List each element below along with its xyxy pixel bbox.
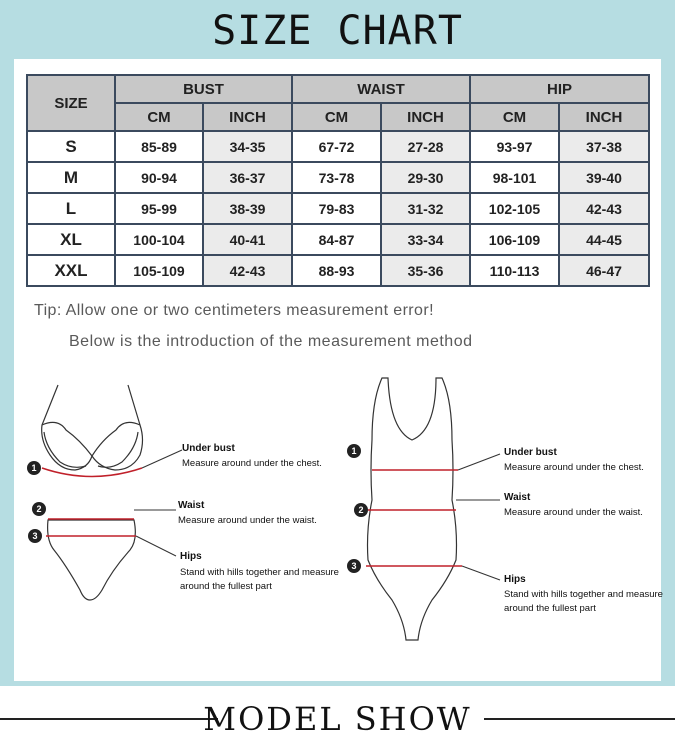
size-label: L: [27, 193, 115, 224]
table-cell: 88-93: [292, 255, 381, 286]
bikini-hip-leader: [136, 536, 176, 556]
page-title: SIZE CHART: [212, 8, 463, 54]
unit-header: CM: [115, 103, 203, 131]
table-cell: 39-40: [559, 162, 649, 193]
bikini-under-bust-leader: [142, 450, 182, 468]
swimsuit-waist-title: Waist: [504, 492, 531, 503]
unit-header: INCH: [203, 103, 292, 131]
table-cell: 67-72: [292, 131, 381, 162]
table-cell: 31-32: [381, 193, 470, 224]
table-cell: 29-30: [381, 162, 470, 193]
marker-1: 1: [27, 461, 41, 475]
table-cell: 105-109: [115, 255, 203, 286]
table-cell: 98-101: [470, 162, 559, 193]
table-cell: 37-38: [559, 131, 649, 162]
bikini-under-bust-title: Under bust: [182, 443, 235, 454]
bikini-hips-desc-line2: around the fullest part: [180, 581, 272, 592]
size-label: M: [27, 162, 115, 193]
table-cell: 34-35: [203, 131, 292, 162]
table-cell: 73-78: [292, 162, 381, 193]
table-cell: 33-34: [381, 224, 470, 255]
intro-text: Below is the introduction of the measurement method: [69, 333, 473, 350]
tip-text: Tip: Allow one or two centimeters measurement error!: [34, 302, 434, 319]
table-cell: 42-43: [203, 255, 292, 286]
swimsuit-hips-desc-line1: Stand with hills together and measure: [504, 589, 663, 600]
table-cell: 27-28: [381, 131, 470, 162]
bikini-under-bust-line: [42, 468, 142, 477]
table-cell: 38-39: [203, 193, 292, 224]
table-cell: 40-41: [203, 224, 292, 255]
table-cell: 102-105: [470, 193, 559, 224]
swimsuit-drawing: [368, 378, 457, 640]
marker-3: 3: [347, 559, 361, 573]
table-cell: 100-104: [115, 224, 203, 255]
swimsuit-under-bust-desc: Measure around under the chest.: [504, 462, 644, 473]
swimsuit-hips-desc-line2: around the fullest part: [504, 603, 596, 614]
bikini-waist-title: Waist: [178, 500, 205, 511]
table-cell: 90-94: [115, 162, 203, 193]
bikini-under-bust-desc: Measure around under the chest.: [182, 458, 322, 469]
swimsuit-under-bust-leader: [458, 454, 500, 470]
size-header: SIZE: [27, 75, 115, 131]
group-header-hip: HIP: [470, 75, 649, 103]
bikini-hips-desc-line1: Stand with hills together and measure: [180, 567, 339, 578]
swimsuit-under-bust-title: Under bust: [504, 447, 557, 458]
bikini-top-drawing: [42, 385, 143, 470]
marker-1: 1: [347, 444, 361, 458]
unit-header: CM: [470, 103, 559, 131]
bikini-hips-title: Hips: [180, 551, 202, 562]
size-label: S: [27, 131, 115, 162]
bikini-bottom-drawing: [48, 520, 136, 600]
size-label: XL: [27, 224, 115, 255]
group-header-bust: BUST: [115, 75, 292, 103]
table-cell: 46-47: [559, 255, 649, 286]
table-cell: 95-99: [115, 193, 203, 224]
table-cell: 79-83: [292, 193, 381, 224]
marker-3: 3: [28, 529, 42, 543]
model-show-heading: MODEL SHOW: [203, 700, 472, 738]
marker-2: 2: [32, 502, 46, 516]
table-cell: 85-89: [115, 131, 203, 162]
table-cell: 35-36: [381, 255, 470, 286]
marker-2: 2: [354, 503, 368, 517]
group-header-waist: WAIST: [292, 75, 470, 103]
size-label: XXL: [27, 255, 115, 286]
swimsuit-hips-title: Hips: [504, 574, 526, 585]
table-cell: 44-45: [559, 224, 649, 255]
table-cell: 110-113: [470, 255, 559, 286]
bikini-waist-desc: Measure around under the waist.: [178, 515, 317, 526]
unit-header: CM: [292, 103, 381, 131]
unit-header: INCH: [381, 103, 470, 131]
table-cell: 36-37: [203, 162, 292, 193]
table-cell: 93-97: [470, 131, 559, 162]
table-cell: 84-87: [292, 224, 381, 255]
swimsuit-hip-leader: [462, 566, 500, 580]
swimsuit-waist-desc: Measure around under the waist.: [504, 507, 643, 518]
table-cell: 106-109: [470, 224, 559, 255]
table-cell: 42-43: [559, 193, 649, 224]
unit-header: INCH: [559, 103, 649, 131]
